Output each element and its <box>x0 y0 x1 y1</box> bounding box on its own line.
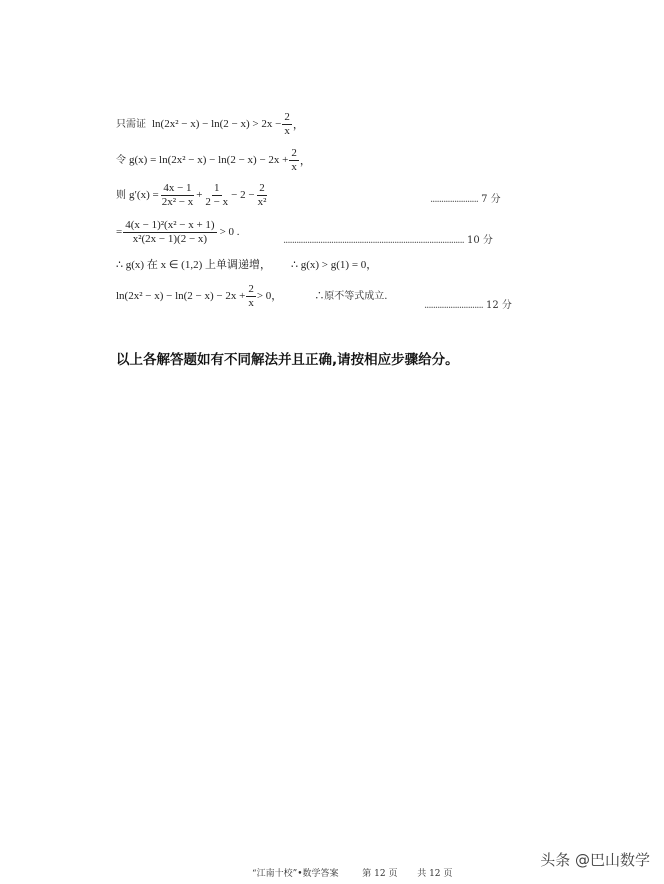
proof-line-4 <box>116 220 240 245</box>
grading-note: 以上各解答题如有不同解法并且正确,请按相应步骤给分。 <box>116 352 459 368</box>
score-marker-12 <box>424 296 512 311</box>
footer-total: 共 12 页 <box>417 869 453 879</box>
proof-line-2 <box>116 148 311 173</box>
fraction-denominator: x <box>248 297 254 309</box>
footer-school: “江南十校”•数学答案 <box>252 869 339 879</box>
fraction-denominator: 2 − x <box>205 196 229 208</box>
proof-line-3 <box>116 183 269 208</box>
score-dots: ...................... <box>430 194 478 205</box>
math-expression: ln(2x² − x) − ln(2 − x) − 2x + <box>116 290 246 302</box>
math-expression: > 0 . <box>219 226 240 238</box>
math-expression: g(x) = ln(2x² − x) − ln(2 − x) − 2x + <box>129 154 289 166</box>
proof-line-6 <box>116 284 388 309</box>
punctuation: ， <box>299 154 311 167</box>
prefix-text: 则 <box>116 189 126 201</box>
punctuation: ， <box>292 118 304 131</box>
page-footer <box>252 866 452 879</box>
fraction <box>289 148 299 173</box>
fraction <box>256 183 269 208</box>
prefix-text: 只需证 <box>116 118 146 130</box>
fraction-numerator: 2 <box>248 283 254 295</box>
score-marker-7 <box>430 190 501 205</box>
math-expression: = <box>116 226 123 238</box>
fraction-denominator: x <box>291 161 297 173</box>
fraction <box>203 183 230 208</box>
fraction <box>246 284 256 309</box>
fraction <box>123 220 216 245</box>
math-expression: ln(2x² − x) − ln(2 − x) > 2x − <box>152 118 282 130</box>
math-expression: g′(x) = <box>129 189 159 201</box>
score-value: 12 分 <box>486 300 512 311</box>
fraction-numerator: 1 <box>214 182 220 194</box>
score-marker-10 <box>283 231 493 246</box>
fraction-denominator: x <box>284 125 290 137</box>
operator: + <box>196 189 203 201</box>
fraction <box>160 183 196 208</box>
conclusion-text: ∴原不等式成立. <box>314 290 388 302</box>
math-text: ∴ g(x) > g(1) = 0， <box>290 259 378 271</box>
fraction-numerator: 2 <box>284 111 290 123</box>
prefix-text: 令 <box>116 154 126 166</box>
fraction <box>282 112 292 137</box>
fraction-denominator: x²(2x − 1)(2 − x) <box>132 233 208 245</box>
fraction-numerator: 2 <box>291 147 297 159</box>
proof-line-1 <box>116 112 304 137</box>
score-value: 10 分 <box>467 235 493 246</box>
fraction-denominator: x² <box>257 196 267 208</box>
score-value: 7 分 <box>481 194 501 205</box>
math-text: ∴ g(x) 在 x ∈ (1,2) 上单调递增， <box>116 259 271 271</box>
operator: − 2 − <box>231 189 255 201</box>
watermark: 头条 @巴山数学 <box>540 851 650 869</box>
footer-page: 第 12 页 <box>362 869 398 879</box>
proof-line-5 <box>116 260 377 271</box>
fraction-numerator: 2 <box>259 182 265 194</box>
fraction-numerator: 4(x − 1)²(x² − x + 1) <box>125 219 215 231</box>
math-expression: > 0， <box>256 290 283 302</box>
fraction-numerator: 4x − 1 <box>163 182 192 194</box>
fraction-denominator: 2x² − x <box>161 196 194 208</box>
score-dots: ........................... <box>424 300 483 311</box>
score-dots: ................................................................................... <box>283 235 464 246</box>
